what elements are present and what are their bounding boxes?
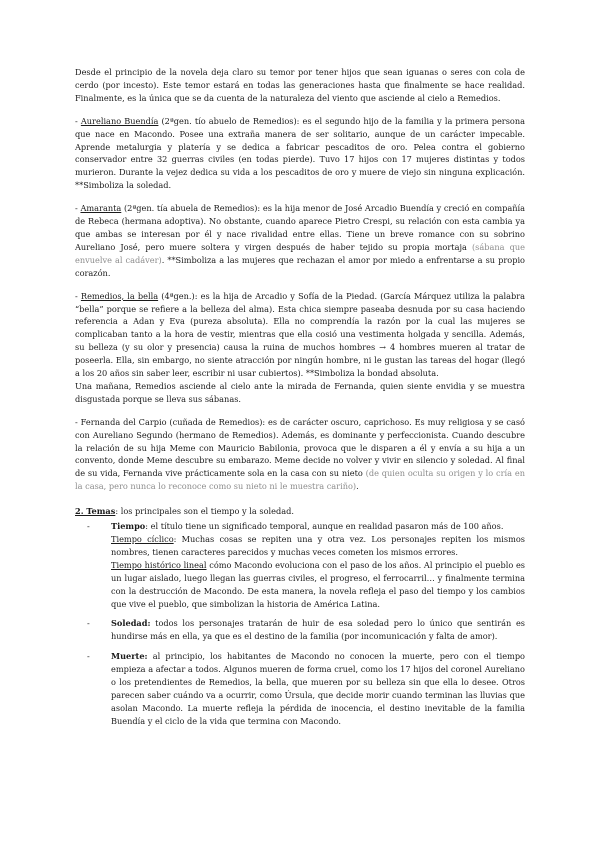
theme-bullet: -	[87, 521, 90, 532]
remedios-relation: (4ªgen.)	[158, 290, 195, 301]
tiempo-text: : el título tiene un significado temporal, aunque en realidad pasaron más de 100 años.	[145, 521, 504, 532]
themes-list	[75, 520, 525, 728]
tiempo-ciclico-text: : Muchas cosas se repiten una y otra vez. Los personajes repiten los mismos nombres, tienen caracteres parecidos y muchas veces cometen los mismos errores.	[111, 534, 525, 557]
tiempo-lineal-text: cómo Macondo evoluciona con el paso de los años. Al principio el pueblo es un lugar aislado, luego llegan las guerras civiles, el progreso, el ferrocarril… y finalmente termina con la destrucción de Macondo. De esta manera, la novela refleja el paso del tiempo y los cambios que vive el pueblo, que simbolizan la historia de América Latina.	[111, 559, 526, 609]
theme-muerte	[75, 650, 525, 727]
soledad-label: Soledad:	[111, 618, 151, 629]
tiempo-ciclico	[111, 533, 525, 559]
fernanda-paragraph	[75, 416, 525, 493]
amaranta-name: Amaranta	[80, 203, 122, 214]
fernanda-note: (de quien oculta su origen y lo cría en la casa, pero nunca lo reconoce como su nieto ni le muestra cariño)	[75, 468, 525, 492]
fernanda-text: - Fernanda del Carpio (cuñada de Remedios): es de carácter oscuro, caprichoso. Es muy religiosa y se casó con Aureliano Segundo (hermano de Remedios). Además, es dominante y perfeccionista. Cuando descubre la relación de su hija Meme con Mauricio Babilonia, provoca que le disparen a él y envía a su hija a un convento, donde Meme descubre su embarazo. Meme decide no volver y vivir en silencio y soledad. Al final de su vida, Fernanda vive prácticamente sola en la casa con su nieto	[75, 416, 525, 479]
aureliano-paragraph	[75, 115, 525, 192]
fernanda-end: .	[356, 481, 359, 492]
amaranta-relation: (2ªgen. tía abuela de Remedios)	[121, 203, 258, 214]
remedios-name: Remedios, la bella	[80, 290, 159, 301]
tiempo-label: Tiempo	[111, 521, 146, 532]
muerte-paragraph	[111, 650, 525, 727]
tiempo-lineal-label: Tiempo histórico lineal	[111, 559, 207, 570]
theme-tiempo	[75, 520, 525, 610]
aureliano-relation: (2ªgen. tío abuelo de Remedios)	[158, 115, 297, 126]
tiempo-lineal	[111, 559, 525, 611]
soledad-text: todos los personajes tratarán de huir de esa soledad pero lo único que sentirán es hundirse más en ella, ya que es el destino de la familia (por incomunicación y falta de amor).	[111, 618, 525, 642]
muerte-text: al principio, los habitantes de Macondo no conocen la muerte, pero con el tiempo empieza a afectar a todos. Algunos mueren de forma cruel, como los 17 hijos del coronel Aureliano o los pretendientes de Remedios, la bella, que mueren por su belleza sin que ella lo desee. Otros parecen saber cuándo va a ocurrir, como Úrsula, que decide morir cuando terminan las lluvias que asolan Macondo. La muerte refleja la pérdida de inocencia, el destino inevitable de la familia Buendía y el ciclo de la vida que termina con Macondo.	[111, 651, 525, 726]
aureliano-name: Aureliano Buendía	[80, 115, 159, 126]
amaranta-note: (sábana que envuelve al cadáver)	[75, 241, 525, 265]
tiempo-intro	[111, 520, 525, 533]
temas-heading-line	[75, 505, 525, 518]
remedios-text: : es la hija de Arcadio y Sofía de la Piedad. (García Márquez utiliza la palabra “bella” porque se refiere a la belleza del alma). Esta chica siempre paseaba desnuda por su casa haciendo referencia a Adan y Eva (pureza absoluta). Ella no comprendía la razón por la cual las mujeres se complicaban tanto a la hora de vestir, mientras que ella cosió una vestimenta holgada y sencilla. Además, su belleza (y su olor y presencia) causa la ruina de muchos hombres → 4 hombres mueren al tratar de poseerla. Ella, sin embargo, no siente atracción por ningún hombre, ni le gustan las tareas del hogar (llegó a los 20 años sin saber leer, escribir ni usar cubiertos). **Simboliza la bondad absoluta.	[75, 290, 525, 379]
aureliano-text: : es el segundo hijo de la familia y la primera persona que nace en Macondo. Posee una extraña manera de ser solitario, aunque de un carácter impecable. Aprende metalurgia y platería y se dedica a fabricar pescaditos de oro. Pelea contra el gobierno conservador entre 32 guerras civiles (en todas pierde). Tuvo 17 hijos con 17 mujeres distintas y todos murieron. Durante la vejez dedica su vida a los pescaditos de oro y muere de viejo sin ninguna explicación. **Simboliza la soledad.	[75, 115, 525, 191]
aureliano-dash: -	[75, 115, 81, 126]
tiempo-ciclico-label: Tiempo cíclico	[111, 534, 174, 544]
muerte-label: Muerte:	[111, 651, 148, 662]
temas-intro: : los principales son el tiempo y la soledad.	[115, 506, 294, 517]
remedios-extra-paragraph: Una mañana, Remedios asciende al cielo ante la mirada de Fernanda, quien siente envidia y se muestra disgustada porque se lleva sus sábanas.	[75, 380, 525, 404]
amaranta-paragraph	[75, 202, 525, 279]
remedios-dash: -	[75, 290, 81, 301]
amaranta-dash: -	[75, 203, 81, 214]
temas-heading: 2. Temas	[75, 506, 116, 517]
soledad-paragraph	[111, 617, 525, 643]
amaranta-text: : es la hija menor de José Arcadio Buendía y creció en compañía de Rebeca (hermana adoptiva). No obstante, cuando aparece Pietro Crespi, su relación con esta cambia ya que ambas se interesan por él y nace rivalidad entre ellas. Tiene un breve romance con su sobrino Aureliano José, pero muere soltera y virgen después de haber tejido su propia mortaja	[75, 203, 525, 252]
theme-bullet: -	[87, 651, 90, 662]
theme-soledad	[75, 617, 525, 643]
theme-bullet: -	[87, 618, 90, 629]
remedios-paragraph	[75, 290, 525, 380]
intro-paragraph: Desde el principio de la novela deja claro su temor por tener hijos que sean iguanas o seres con cola de cerdo (por incesto). Este temor estará en todas las generaciones hasta que finalmente se hace realidad. Finalmente, es la única que se da cuenta de la naturaleza del viento que asciende al cielo a Remedios.	[75, 67, 525, 103]
amaranta-end: . **Simboliza a las mujeres que rechazan el amor por miedo a enfrentarse a su propio corazón.	[75, 254, 525, 278]
